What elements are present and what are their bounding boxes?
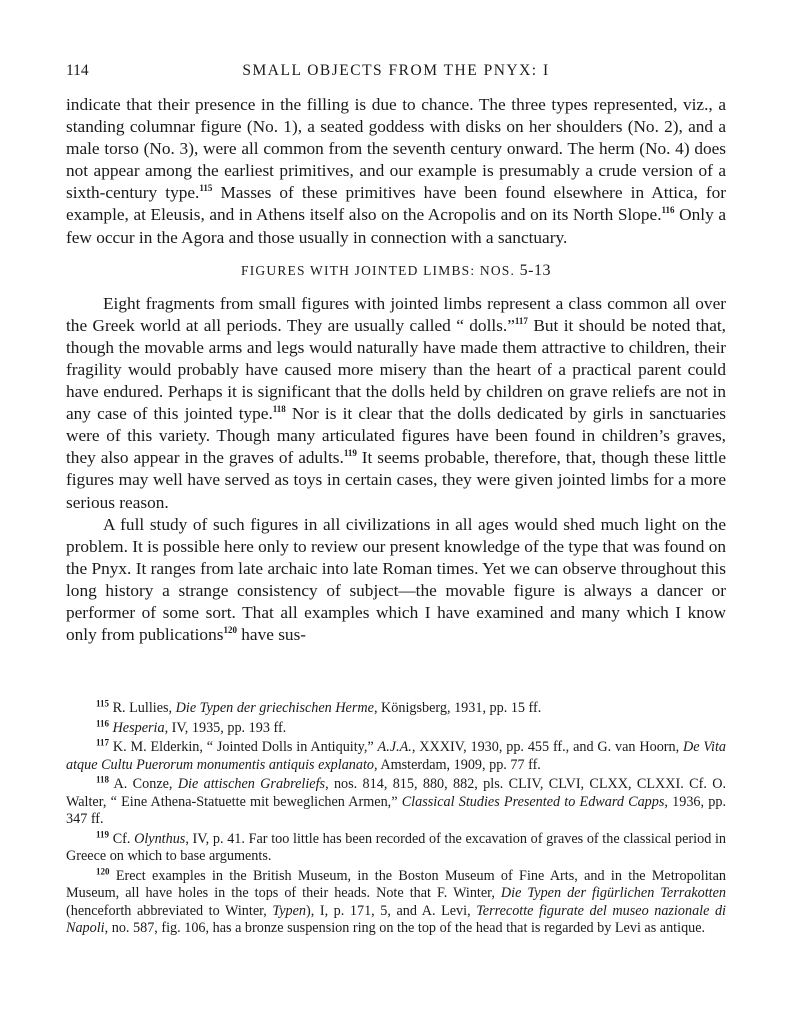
- section-heading-numbers: 5-13: [519, 261, 551, 279]
- footnote-ref-120[interactable]: 120: [223, 625, 237, 636]
- citation-journal: A.J.A.: [377, 739, 412, 755]
- text-span: (henceforth abbreviated to Winter,: [66, 902, 273, 919]
- text-span: Only a few occur in the Agora and those usually in connection with a sanctuary.: [66, 205, 726, 247]
- page-header: [66, 62, 726, 84]
- footnote-118: [66, 776, 726, 829]
- text-span: Masses of these primitives have been found elsewhere in Attica, for example, at Eleusis, and in Athens itself also on the Acropolis and on its North Slope.: [66, 183, 726, 225]
- text-span: ), I, p. 171, 5, and A. Levi,: [306, 902, 477, 919]
- footnote-ref-115[interactable]: 115: [199, 183, 213, 194]
- text-span: indicate that their presence in the filling is due to chance. The three types represented, viz., a standing columnar figure (No. 1), a seated goddess with disks on her shoulders (No. 2), and a male torso (No. 3), were all common from the seventh century onward. The herm (No. 4) does not appear among the earliest primitives, and our example is presumably a crude version of a sixth-century type.: [66, 95, 726, 203]
- text-span: have sus-: [236, 625, 307, 645]
- text-span: A full study of such figures in all civilizations in all ages would shed much light on the problem. It is possible here only to review our present knowledge of the type that was found on the Pnyx. It ranges from late archaic into late Roman times. Yet we can observe throughout this long history a strange consistency of subject—the movable figure is always a dancer or performer of some sort. That all examples which I have examined and many which I know only from publications: [66, 514, 726, 645]
- text-span: , Amsterdam, 1909, pp. 77 ff.: [374, 756, 541, 773]
- citation-abbreviation: Typen: [272, 902, 307, 919]
- text-span: , XXXIV, 1930, pp. 455 ff., and G. van Hoorn,: [411, 739, 684, 755]
- citation-title: Classical Studies Presented to Edward Capps: [401, 793, 665, 810]
- text-span: Eight fragments from small figures with jointed limbs represent a class common all over the Greek world at all periods. They are usually called “ dolls.”: [66, 293, 726, 335]
- footnote-117: [66, 739, 726, 774]
- footnote-number: 119: [96, 828, 110, 839]
- section-heading-label: FIGURES WITH JOINTED LIMBS: NOS.: [241, 262, 516, 278]
- footnote-ref-118[interactable]: 118: [272, 404, 286, 415]
- text-span: K. M. Elderkin, “ Jointed Dolls in Antiquity,”: [109, 739, 378, 755]
- footnote-ref-116[interactable]: 116: [661, 205, 675, 216]
- footnote-ref-119[interactable]: 119: [343, 448, 357, 459]
- footnote-115: [66, 700, 726, 718]
- paragraph-2: [66, 293, 726, 514]
- footnote-number: 115: [96, 698, 110, 709]
- footnote-number: 118: [96, 774, 110, 785]
- text-span: A. Conze,: [109, 776, 178, 792]
- citation-title: Terrecotte figurate del museo nazionale di Napoli: [66, 902, 726, 936]
- text-span: , 1936, pp. 347 ff.: [66, 793, 726, 827]
- citation-title: Die Typen der figürlichen Terrakotten: [500, 885, 726, 901]
- footnote-116: [66, 717, 726, 738]
- paragraph-1: [66, 94, 726, 249]
- citation-title: Hesperia: [112, 719, 165, 736]
- citation-title: Olynthus: [134, 830, 186, 847]
- citation-title: Die attischen Grabreliefs: [177, 776, 326, 792]
- footnote-number: 117: [96, 737, 110, 748]
- text-span: R. Lullies,: [109, 700, 176, 716]
- page-number: 114: [66, 62, 89, 79]
- running-title: SMALL OBJECTS FROM THE PNYX: I: [242, 62, 550, 79]
- footnote-ref-117[interactable]: 117: [514, 315, 528, 326]
- text-span: , Königsberg, 1931, pp. 15 ff.: [373, 700, 542, 716]
- text-span: , no. 587, fig. 106, has a bronze suspension ring on the top of the head that is regarded by Levi as antique.: [104, 920, 706, 936]
- body-text: [66, 94, 726, 646]
- footnotes: [66, 700, 726, 940]
- text-span: , IV, p. 41. Far too little has been recorded of the excavation of graves of the classical period in Greece on which to base arguments.: [66, 830, 726, 864]
- text-span: Erect examples in the British Museum, in the Boston Museum of Fine Arts, and in the Metropolitan Museum, all have holes in the tops of their heads. Note that F. Winter,: [66, 867, 726, 901]
- text-span: Cf.: [109, 830, 135, 847]
- footnote-119: [66, 828, 726, 866]
- footnote-number: 120: [96, 865, 110, 876]
- citation-title: Die Typen der griechischen Herme: [175, 700, 374, 716]
- section-heading: [66, 262, 726, 280]
- citation-title: De Vita atque Cultu Puerorum monumentis antiquis explanato: [66, 739, 726, 773]
- paragraph-3: [66, 514, 726, 647]
- footnote-120: [66, 865, 726, 938]
- text-span: , nos. 814, 815, 880, 882, pls. CLIV, CLVI, CLXX, CLXXI. Cf. O. Walter, “ Eine Athena-Statuette mit beweglichen Armen,”: [66, 776, 726, 810]
- text-span: , IV, 1935, pp. 193 ff.: [164, 719, 287, 736]
- footnote-number: 116: [96, 717, 110, 728]
- text-span: But it should be noted that, though the movable arms and legs would naturally have made them attractive to children, their fragility would probably have caused more misery than the heart of a practical parent could have endured. Perhaps it is significant that the dolls held by children on grave reliefs are not in any case of this jointed type.: [66, 315, 726, 424]
- text-span: It seems probable, therefore, that, though these little figures may well have served as toys in certain cases, they were given jointed limbs for a more serious reason.: [66, 448, 727, 512]
- text-span: Nor is it clear that the dolls dedicated by girls in sanctuaries were of this variety. Though many articulated figures have been found in children’s graves, they also appear in the graves of adults.: [66, 404, 726, 468]
